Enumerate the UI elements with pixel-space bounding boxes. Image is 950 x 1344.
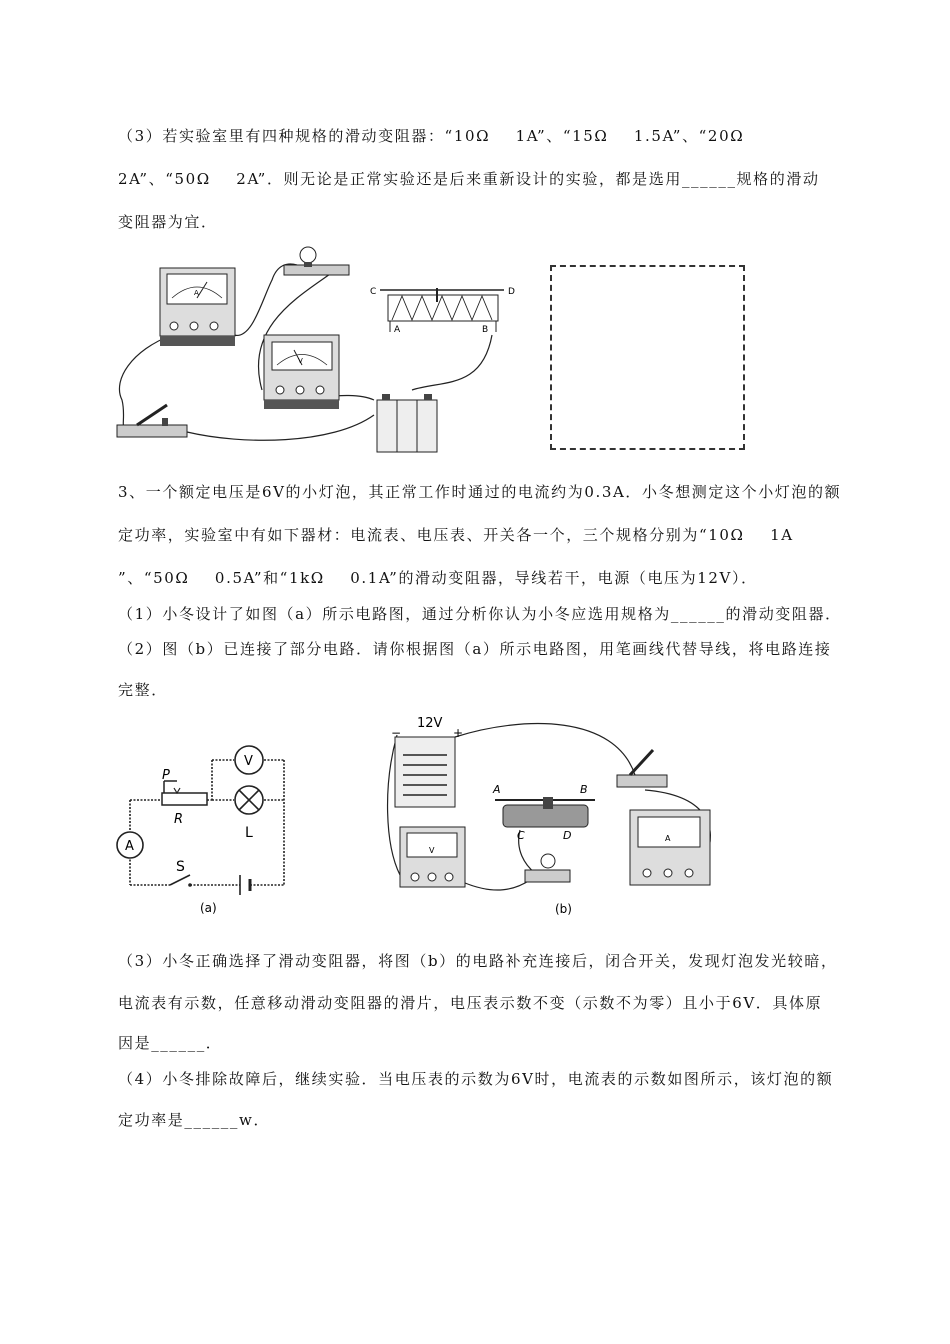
q2-part3-line-2: 2A”、“50Ω 2A”．则无论是正常实验还是后来重新设计的实验，都是选用______规格的滑动 <box>118 170 820 188</box>
voltmeter <box>264 335 339 409</box>
q3-intro-line-1: 3、一个额定电压是6V的小灯泡，其正常工作时通过的电流约为0.3A．小冬想测定这个小灯泡的额 <box>118 483 842 501</box>
ammeter-b <box>630 810 710 885</box>
q3-part3-line-1: （3）小冬正确选择了滑动变阻器，将图（b）的电路补充连接后，闭合开关，发现灯泡发光较暗， <box>118 952 838 970</box>
battery <box>377 394 437 452</box>
bulb-b <box>525 854 570 882</box>
figure-b-caption: (b) <box>555 902 572 916</box>
q3-part4-line-1: （4）小冬排除故障后，继续实验．当电压表的示数为6V时，电流表的示数如图所示，该灯泡的额 <box>118 1070 834 1088</box>
voltmeter-unit-label: V <box>298 357 303 365</box>
slider-label: P <box>162 768 170 783</box>
rheostat <box>370 287 515 335</box>
rheostat-b-label-d: D <box>563 829 572 842</box>
ammeter-symbol: A <box>125 839 134 854</box>
rheostat-label-b: B <box>482 325 489 335</box>
resistor-label: R <box>174 812 184 827</box>
q3-part3-line-2: 电流表有示数，任意移动滑动变阻器的滑片，电压表示数不变（示数不为零）且小于6V．具体原 <box>118 994 823 1012</box>
voltmeter-symbol: V <box>244 754 253 769</box>
rheostat-b-label-b: B <box>580 783 588 796</box>
supply-plus-label: + <box>453 726 464 740</box>
circuit-photo-b <box>385 715 725 925</box>
q3-part2-line-1: （2）图（b）已连接了部分电路．请你根据图（a）所示电路图，用笔画线代替导线，将电路连接 <box>118 640 832 658</box>
supply-voltage-label: 12V <box>417 716 443 731</box>
rheostat-label-c: C <box>370 287 377 297</box>
ammeter-b-unit: A <box>665 834 671 843</box>
q3-part2-line-2: 完整． <box>118 681 168 699</box>
rheostat-label-a: A <box>394 325 401 335</box>
answer-drawing-box <box>550 265 745 450</box>
lamp-label: L <box>245 825 253 841</box>
supply-minus-label: − <box>391 726 402 740</box>
rheostat-b <box>492 783 595 842</box>
rheostat-label-d: D <box>508 287 515 297</box>
rheostat-b-label-c: C <box>517 829 525 842</box>
q3-intro-line-2: 定功率，实验室中有如下器材：电流表、电压表、开关各一个，三个规格分别为“10Ω 1A <box>118 526 794 544</box>
q3-part1: （1）小冬设计了如图（a）所示电路图，通过分析你认为小冬应选用规格为______的滑动变阻器． <box>118 605 842 623</box>
power-supply <box>391 716 463 807</box>
q3-intro-line-3: ”、“50Ω 0.5A”和“1kΩ 0.1A”的滑动变阻器，导线若干，电源（电压为12V）． <box>118 569 758 587</box>
circuit-diagram-a <box>112 735 302 920</box>
voltmeter-b-unit: V <box>429 846 435 855</box>
rheostat-b-label-a: A <box>493 783 501 796</box>
q3-part4-line-2: 定功率是______w． <box>118 1111 271 1129</box>
q2-part3-line-1: （3）若实验室里有四种规格的滑动变阻器：“10Ω 1A”、“15Ω 1.5A”、“20Ω <box>118 127 745 145</box>
voltmeter-b <box>400 827 465 887</box>
ammeter <box>160 268 235 346</box>
figure-a-caption: (a) <box>200 901 217 915</box>
q3-part3-line-3: 因是______． <box>118 1034 223 1052</box>
bulb-board <box>284 247 349 275</box>
q2-apparatus-figure <box>112 240 532 455</box>
switch-label: S <box>176 859 185 875</box>
knife-switch <box>117 405 187 437</box>
q2-part3-line-3: 变阻器为宜． <box>118 213 218 231</box>
ammeter-unit-label: A <box>194 289 199 297</box>
